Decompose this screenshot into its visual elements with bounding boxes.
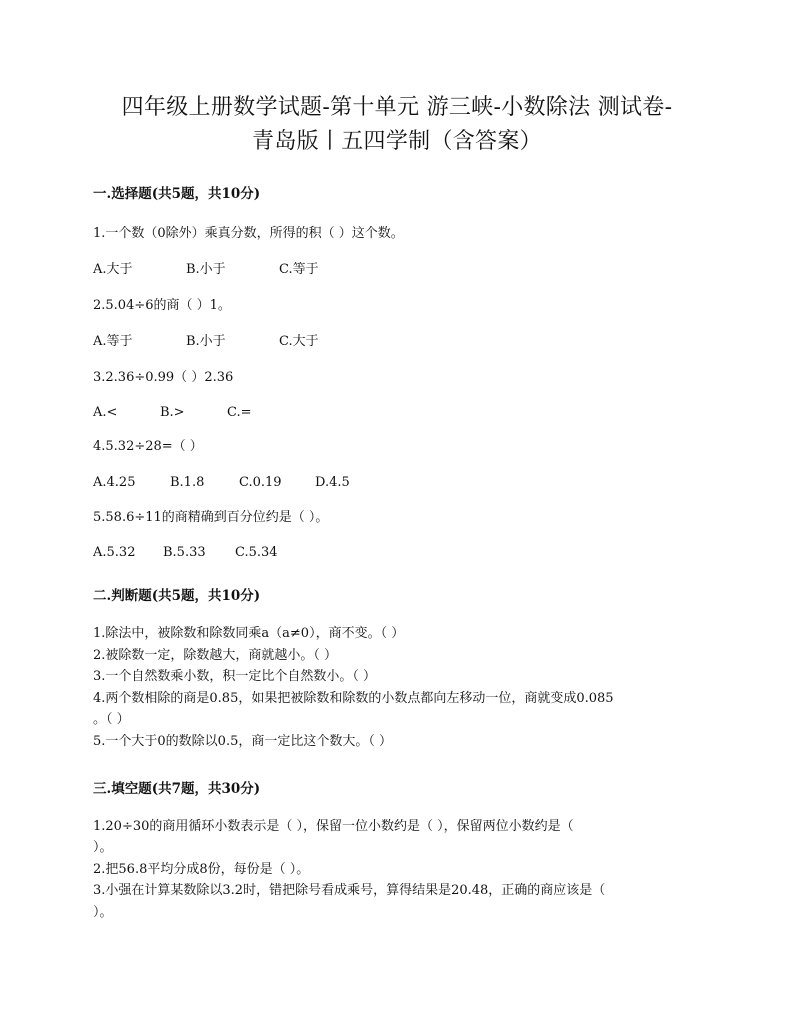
option-c: C.5.34 — [235, 545, 278, 560]
option-a: A.大于 — [93, 262, 133, 277]
question-text: 4.5.32÷28=（ ） — [93, 439, 203, 454]
option-a: A.等于 — [93, 334, 133, 349]
option-b: B.小于 — [186, 334, 226, 349]
option-a: A.5.32 — [93, 545, 136, 560]
option-c: C.等于 — [279, 262, 319, 277]
question-text: 5.58.6÷11的商精确到百分位约是（ ）。 — [93, 510, 329, 525]
option-b: B.> — [160, 405, 185, 420]
option-b: B.5.33 — [163, 545, 206, 560]
fill-blank-line: ）。 — [93, 840, 113, 855]
fill-blank-line: 1.20÷30的商用循环小数表示是（ ），保留一位小数约是（ ），保留两位小数约是（ — [93, 819, 574, 834]
page-title-line-2: 青岛版丨五四学制（含答案） — [252, 129, 542, 154]
section-heading-choice: 一.选择题(共5题，共10分) — [93, 186, 261, 202]
judgement-line: 1.除法中，被除数和除数同乘a（a≠0），商不变。（ ） — [93, 626, 405, 641]
option-d: D.4.5 — [315, 475, 350, 490]
judgement-line: 2.被除数一定，除数越大，商就越小。（ ） — [93, 648, 338, 663]
page-title-line-1: 四年级上册数学试题-第十单元 游三峡-小数除法 测试卷- — [121, 95, 673, 120]
question-text: 3.2.36÷0.99（ ）2.36 — [93, 370, 234, 385]
judgement-line: 5.一个大于0的数除以0.5，商一定比这个数大。（ ） — [93, 734, 392, 749]
option-c: C.0.19 — [239, 475, 282, 490]
judgement-line: 3.一个自然数乘小数，积一定比个自然数小。（ ） — [93, 669, 377, 684]
section-heading-fill-blank: 三.填空题(共7题，共30分) — [93, 781, 261, 797]
option-c: C.= — [227, 405, 252, 420]
fill-blank-line: 3.小强在计算某数除以3.2时，错把除号看成乘号，算得结果是20.48，正确的商应该是（ — [93, 883, 606, 898]
option-a: A.4.25 — [93, 475, 136, 490]
section-heading-judgement: 二.判断题(共5题，共10分) — [93, 588, 261, 604]
judgement-line: 。（ ） — [93, 712, 130, 727]
option-c: C.大于 — [279, 334, 319, 349]
fill-blank-line: ）。 — [93, 905, 113, 920]
question-text: 2.5.04÷6的商（ ）1。 — [93, 298, 231, 313]
option-a: A.< — [93, 405, 118, 420]
fill-blank-line: 2.把56.8平均分成8份，每份是（ ）。 — [93, 862, 310, 877]
option-b: B.1.8 — [170, 475, 205, 490]
question-text: 1.一个数（0除外）乘真分数，所得的积（ ）这个数。 — [93, 226, 404, 241]
judgement-line: 4.两个数相除的商是0.85，如果把被除数和除数的小数点都向左移动一位，商就变成0.085 — [93, 691, 614, 706]
option-b: B.小于 — [186, 262, 226, 277]
